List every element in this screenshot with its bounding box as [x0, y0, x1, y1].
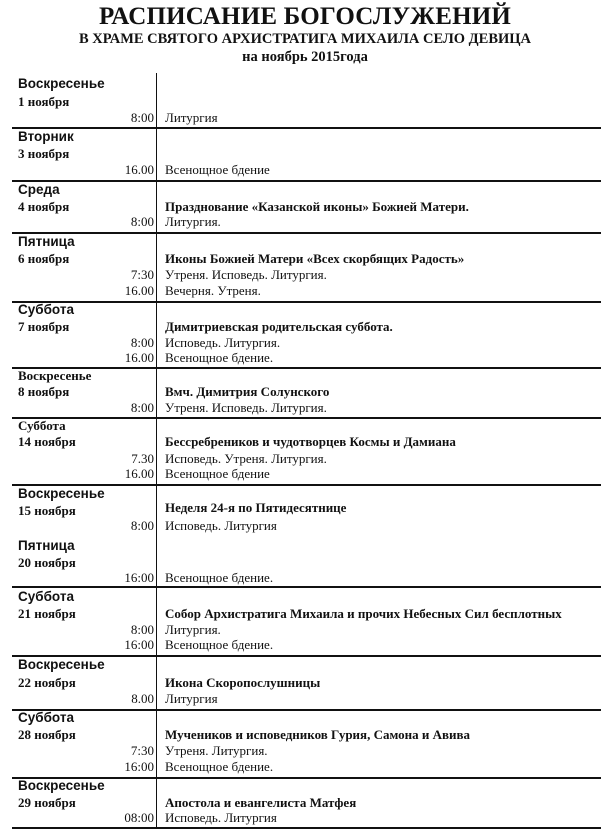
feast-title: Неделя 24-я по Пятидесятнице: [165, 500, 347, 515]
feast-title: Икона Скоропослушницы: [165, 675, 321, 690]
row-divider: [12, 827, 601, 829]
service-text: Литургия.: [165, 214, 221, 229]
service-text: Утреня. Исповедь. Литургия.: [165, 400, 327, 415]
day-name: Среда: [18, 182, 60, 197]
service-text: Вечерня. Утреня.: [165, 283, 261, 298]
day-date: 29 ноября: [18, 795, 76, 810]
service-time: 16:00: [124, 570, 154, 585]
day-date: 3 ноября: [18, 146, 70, 161]
service-time: 16.00: [124, 466, 154, 481]
day-date: 20 ноября: [18, 555, 76, 570]
service-text: Всенощное бдение.: [165, 759, 274, 774]
service-time: 8.00: [131, 691, 154, 706]
service-time: 8:00: [130, 622, 154, 637]
day-name: Пятница: [18, 538, 75, 553]
row-divider: [12, 301, 601, 303]
service-time: 7.30: [131, 451, 154, 466]
feast-title: Вмч. Димитрия Солунского: [165, 384, 330, 399]
day-name: Воскресенье: [18, 657, 105, 672]
service-time: 16.00: [124, 350, 154, 365]
service-text: Литургия.: [165, 622, 221, 637]
service-time: 8:00: [130, 518, 154, 533]
service-text: Исповедь. Литургия: [165, 518, 277, 533]
feast-title: Празднование «Казанской иконы» Божией Матери.: [165, 199, 469, 214]
service-time: 8:00: [130, 214, 154, 229]
church-subtitle: В ХРАМЕ СВЯТОГО АРХИСТРАТИГА МИХАИЛА СЕЛО ДЕВИЦА: [78, 31, 532, 47]
day-date: 22 ноября: [18, 675, 76, 690]
day-date: 1 ноября: [18, 94, 70, 109]
day-name: Воскресенье: [18, 778, 105, 793]
feast-title: Мучеников и исповедников Гурия, Самона и Авива: [165, 727, 471, 742]
service-time: 16.00: [124, 162, 154, 177]
service-text: Исповедь. Утреня. Литургия.: [165, 451, 327, 466]
service-text: Всенощное бдение.: [165, 570, 274, 585]
feast-title: Апостола и евангелиста Матфея: [165, 795, 357, 810]
day-date: 6 ноября: [18, 251, 70, 266]
feast-title: Бессребреников и чудотворцев Космы и Дамиана: [165, 434, 456, 449]
day-name: Воскресенье: [18, 486, 105, 501]
row-divider: [12, 127, 601, 129]
day-name: Суббота: [18, 302, 74, 317]
service-text: Всенощное бдение: [165, 466, 270, 481]
service-time: 16:00: [124, 637, 154, 652]
day-date: 21 ноября: [18, 606, 76, 621]
day-name: Воскресенье: [18, 76, 105, 91]
day-name: Суббота: [18, 418, 66, 433]
service-text: Исповедь. Литургия.: [165, 335, 281, 350]
service-time: 08:00: [124, 810, 154, 825]
service-time: 8:00: [130, 335, 154, 350]
service-text: Утреня. Литургия.: [165, 743, 268, 758]
feast-title: Иконы Божией Матери «Всех скорбящих Радость»: [165, 251, 465, 266]
day-name: Суббота: [18, 710, 74, 725]
service-text: Утреня. Исповедь. Литургия.: [165, 267, 327, 282]
service-time: 7:30: [130, 267, 154, 282]
day-date: 4 ноября: [18, 199, 70, 214]
day-name: Пятница: [18, 234, 75, 249]
service-text: Литургия: [165, 691, 218, 706]
feast-title: Собор Архистратига Михаила и прочих Небесных Сил бесплотных: [165, 606, 562, 621]
service-text: Всенощное бдение.: [165, 637, 274, 652]
day-date: 28 ноября: [18, 727, 76, 742]
feast-title: Димитриевская родительская суббота.: [165, 319, 393, 334]
day-date: 14 ноября: [18, 434, 76, 449]
day-name: Суббота: [18, 589, 74, 604]
period-subtitle: на ноябрь 2015года: [242, 49, 368, 65]
page-title: РАСПИСАНИЕ БОГОСЛУЖЕНИЙ: [98, 3, 512, 30]
row-divider: [12, 417, 601, 419]
service-time: 8:00: [130, 400, 154, 415]
service-text: Всенощное бдение: [165, 162, 270, 177]
service-text: Всенощное бдение.: [165, 350, 274, 365]
row-divider: [12, 367, 601, 369]
service-time: 16.00: [124, 283, 154, 298]
day-name: Вторник: [18, 129, 74, 144]
day-name: Воскресенье: [18, 368, 92, 383]
column-divider: [156, 73, 157, 828]
service-text: Исповедь. Литургия: [165, 810, 277, 825]
service-time: 8:00: [130, 110, 154, 125]
row-divider: [12, 709, 601, 711]
row-divider: [12, 180, 601, 182]
day-date: 8 ноября: [18, 384, 70, 399]
service-time: 16:00: [124, 759, 154, 774]
row-divider: [12, 586, 601, 588]
row-divider: [12, 232, 601, 234]
day-date: 15 ноября: [18, 503, 76, 518]
service-time: 7:30: [130, 743, 154, 758]
day-date: 7 ноября: [18, 319, 70, 334]
service-text: Литургия: [165, 110, 218, 125]
